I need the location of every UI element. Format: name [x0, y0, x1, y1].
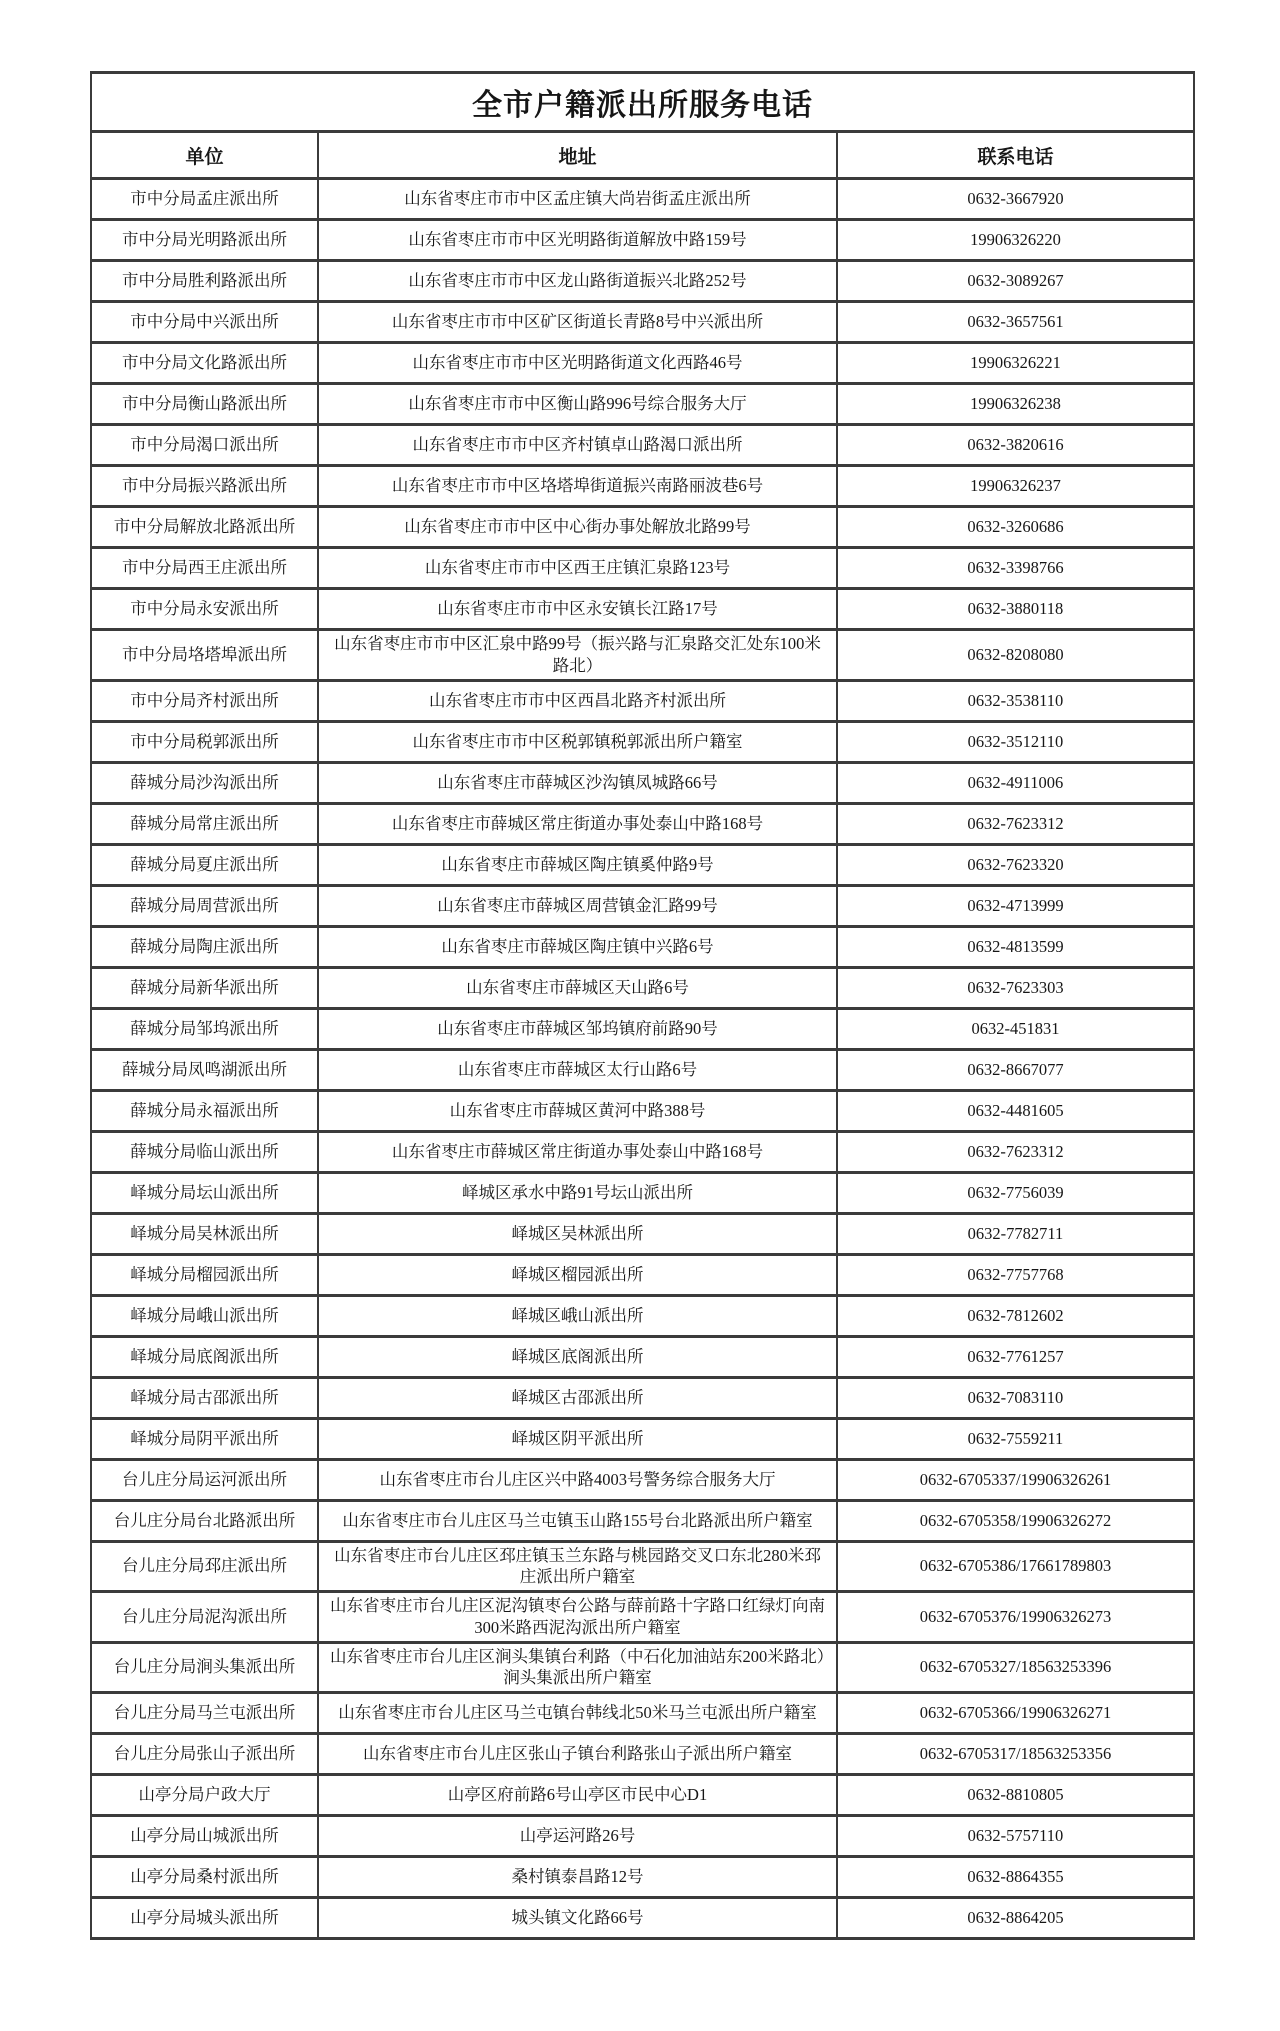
phone-cell: 19906326221: [837, 343, 1194, 384]
unit-cell: 薛城分局夏庄派出所: [91, 844, 318, 885]
unit-cell: 市中分局振兴路派出所: [91, 466, 318, 507]
address-cell: 山东省枣庄市市中区齐村镇卓山路渴口派出所: [318, 425, 837, 466]
unit-cell: 峄城分局古邵派出所: [91, 1377, 318, 1418]
phone-cell: 0632-6705337/19906326261: [837, 1459, 1194, 1500]
unit-cell: 市中分局中兴派出所: [91, 302, 318, 343]
address-cell: 山东省枣庄市薛城区邹坞镇府前路90号: [318, 1008, 837, 1049]
address-cell: 山东省枣庄市市中区孟庄镇大尚岩街孟庄派出所: [318, 179, 837, 220]
table-row: [91, 1090, 1194, 1131]
address-cell: 峄城区峨山派出所: [318, 1295, 837, 1336]
address-cell: 山东省枣庄市薛城区陶庄镇中兴路6号: [318, 926, 837, 967]
address-cell: 山东省枣庄市市中区永安镇长江路17号: [318, 589, 837, 630]
unit-cell: 薛城分局永福派出所: [91, 1090, 318, 1131]
address-cell: 山东省枣庄市台儿庄区泥沟镇枣台公路与薛前路十字路口红绿灯向南300米路西泥沟派出所户籍室: [318, 1592, 837, 1643]
unit-cell: 峄城分局坛山派出所: [91, 1172, 318, 1213]
phone-cell: 0632-7559211: [837, 1418, 1194, 1459]
table-row: [91, 507, 1194, 548]
phone-cell: 19906326238: [837, 384, 1194, 425]
unit-cell: 台儿庄分局运河派出所: [91, 1459, 318, 1500]
unit-cell: 市中分局光明路派出所: [91, 220, 318, 261]
phone-cell: 0632-6705327/18563253396: [837, 1642, 1194, 1693]
address-cell: 峄城区底阁派出所: [318, 1336, 837, 1377]
table-row: [91, 1131, 1194, 1172]
table-body: [91, 179, 1194, 1939]
table-row: [91, 1418, 1194, 1459]
unit-cell: 薛城分局周营派出所: [91, 885, 318, 926]
title-row: [91, 73, 1194, 132]
phone-cell: 0632-8810805: [837, 1775, 1194, 1816]
unit-cell: 台儿庄分局台北路派出所: [91, 1500, 318, 1541]
unit-cell: 薛城分局沙沟派出所: [91, 762, 318, 803]
address-cell: 山东省枣庄市台儿庄区马兰屯镇台韩线北50米马兰屯派出所户籍室: [318, 1693, 837, 1734]
table-row: [91, 466, 1194, 507]
table-row: [91, 384, 1194, 425]
table-row: [91, 1816, 1194, 1857]
address-cell: 山东省枣庄市薛城区常庄街道办事处泰山中路168号: [318, 1131, 837, 1172]
unit-cell: 峄城分局吴林派出所: [91, 1213, 318, 1254]
table-row: [91, 630, 1194, 681]
unit-cell: 峄城分局峨山派出所: [91, 1295, 318, 1336]
address-cell: 山东省枣庄市台儿庄区邳庄镇玉兰东路与桃园路交叉口东北280米邳庄派出所户籍室: [318, 1541, 837, 1592]
table-row: [91, 179, 1194, 220]
table-row: [91, 1734, 1194, 1775]
address-cell: 山东省枣庄市市中区衡山路996号综合服务大厅: [318, 384, 837, 425]
table-row: [91, 261, 1194, 302]
table-row: [91, 1693, 1194, 1734]
phone-cell: 0632-8864355: [837, 1857, 1194, 1898]
table-row: [91, 1459, 1194, 1500]
address-cell: 山东省枣庄市薛城区天山路6号: [318, 967, 837, 1008]
table-row: [91, 425, 1194, 466]
table-row: [91, 1172, 1194, 1213]
address-cell: 山东省枣庄市薛城区常庄街道办事处泰山中路168号: [318, 803, 837, 844]
phone-cell: 0632-7623312: [837, 1131, 1194, 1172]
column-header-address: 地址: [318, 132, 837, 179]
page-title: 全市户籍派出所服务电话: [91, 73, 1194, 132]
phone-cell: 0632-8667077: [837, 1049, 1194, 1090]
phone-cell: 0632-4713999: [837, 885, 1194, 926]
address-cell: 峄城区承水中路91号坛山派出所: [318, 1172, 837, 1213]
address-cell: 山东省枣庄市市中区西昌北路齐村派出所: [318, 680, 837, 721]
phone-cell: 0632-3657561: [837, 302, 1194, 343]
address-cell: 山东省枣庄市市中区光明路街道文化西路46号: [318, 343, 837, 384]
table-row: [91, 885, 1194, 926]
unit-cell: 市中分局衡山路派出所: [91, 384, 318, 425]
phone-directory-table: [90, 71, 1195, 1940]
address-cell: 山东省枣庄市薛城区太行山路6号: [318, 1049, 837, 1090]
table-row: [91, 1295, 1194, 1336]
table-row: [91, 1775, 1194, 1816]
table-row: [91, 1213, 1194, 1254]
table-row: [91, 220, 1194, 261]
unit-cell: 台儿庄分局邳庄派出所: [91, 1541, 318, 1592]
table-row: [91, 1500, 1194, 1541]
header-row: [91, 132, 1194, 179]
phone-cell: 0632-6705358/19906326272: [837, 1500, 1194, 1541]
address-cell: 桑村镇泰昌路12号: [318, 1857, 837, 1898]
phone-cell: 0632-4911006: [837, 762, 1194, 803]
phone-cell: 19906326237: [837, 466, 1194, 507]
phone-cell: 0632-451831: [837, 1008, 1194, 1049]
table-row: [91, 1642, 1194, 1693]
unit-cell: 山亭分局山城派出所: [91, 1816, 318, 1857]
address-cell: 峄城区吴林派出所: [318, 1213, 837, 1254]
address-cell: 山东省枣庄市台儿庄区兴中路4003号警务综合服务大厅: [318, 1459, 837, 1500]
table-row: [91, 548, 1194, 589]
phone-cell: 0632-6705317/18563253356: [837, 1734, 1194, 1775]
address-cell: 山亭区府前路6号山亭区市民中心D1: [318, 1775, 837, 1816]
unit-cell: 市中分局文化路派出所: [91, 343, 318, 384]
unit-cell: 薛城分局邹坞派出所: [91, 1008, 318, 1049]
table-row: [91, 1898, 1194, 1939]
unit-cell: 山亭分局城头派出所: [91, 1898, 318, 1939]
table-row: [91, 1254, 1194, 1295]
table-row: [91, 1857, 1194, 1898]
table-row: [91, 1336, 1194, 1377]
address-cell: 峄城区阴平派出所: [318, 1418, 837, 1459]
unit-cell: 峄城分局阴平派出所: [91, 1418, 318, 1459]
unit-cell: 市中分局永安派出所: [91, 589, 318, 630]
table-row: [91, 762, 1194, 803]
unit-cell: 台儿庄分局马兰屯派出所: [91, 1693, 318, 1734]
phone-cell: 0632-7782711: [837, 1213, 1194, 1254]
address-cell: 山东省枣庄市市中区龙山路街道振兴北路252号: [318, 261, 837, 302]
unit-cell: 薛城分局新华派出所: [91, 967, 318, 1008]
table-row: [91, 343, 1194, 384]
unit-cell: 山亭分局桑村派出所: [91, 1857, 318, 1898]
phone-cell: 0632-6705376/19906326273: [837, 1592, 1194, 1643]
phone-cell: 0632-7083110: [837, 1377, 1194, 1418]
table-row: [91, 680, 1194, 721]
address-cell: 山东省枣庄市台儿庄区涧头集镇台利路（中石化加油站东200米路北）涧头集派出所户籍室: [318, 1642, 837, 1693]
phone-cell: 0632-4813599: [837, 926, 1194, 967]
phone-cell: 0632-7623303: [837, 967, 1194, 1008]
table-row: [91, 1541, 1194, 1592]
address-cell: 山亭运河路26号: [318, 1816, 837, 1857]
address-cell: 山东省枣庄市市中区汇泉中路99号（振兴路与汇泉路交汇处东100米路北）: [318, 630, 837, 681]
unit-cell: 峄城分局榴园派出所: [91, 1254, 318, 1295]
phone-cell: 0632-6705366/19906326271: [837, 1693, 1194, 1734]
table-row: [91, 926, 1194, 967]
unit-cell: 市中分局齐村派出所: [91, 680, 318, 721]
phone-cell: 0632-3820616: [837, 425, 1194, 466]
unit-cell: 峄城分局底阁派出所: [91, 1336, 318, 1377]
address-cell: 山东省枣庄市薛城区周营镇金汇路99号: [318, 885, 837, 926]
unit-cell: 薛城分局常庄派出所: [91, 803, 318, 844]
phone-cell: 0632-3512110: [837, 721, 1194, 762]
unit-cell: 市中分局胜利路派出所: [91, 261, 318, 302]
phone-cell: 0632-7812602: [837, 1295, 1194, 1336]
table-row: [91, 721, 1194, 762]
table-row: [91, 1049, 1194, 1090]
phone-cell: 0632-3089267: [837, 261, 1194, 302]
unit-cell: 薛城分局临山派出所: [91, 1131, 318, 1172]
address-cell: 山东省枣庄市市中区中心街办事处解放北路99号: [318, 507, 837, 548]
unit-cell: 山亭分局户政大厅: [91, 1775, 318, 1816]
address-cell: 城头镇文化路66号: [318, 1898, 837, 1939]
table-row: [91, 1592, 1194, 1643]
address-cell: 山东省枣庄市市中区矿区街道长青路8号中兴派出所: [318, 302, 837, 343]
phone-cell: 0632-7757768: [837, 1254, 1194, 1295]
address-cell: 山东省枣庄市市中区西王庄镇汇泉路123号: [318, 548, 837, 589]
unit-cell: 台儿庄分局泥沟派出所: [91, 1592, 318, 1643]
phone-cell: 0632-3880118: [837, 589, 1194, 630]
address-cell: 山东省枣庄市市中区垎塔埠街道振兴南路丽波巷6号: [318, 466, 837, 507]
unit-cell: 台儿庄分局涧头集派出所: [91, 1642, 318, 1693]
phone-cell: 0632-8208080: [837, 630, 1194, 681]
unit-cell: 薛城分局陶庄派出所: [91, 926, 318, 967]
phone-cell: 0632-7756039: [837, 1172, 1194, 1213]
unit-cell: 市中分局税郭派出所: [91, 721, 318, 762]
table-row: [91, 302, 1194, 343]
table-row: [91, 803, 1194, 844]
unit-cell: 薛城分局凤鸣湖派出所: [91, 1049, 318, 1090]
phone-cell: 0632-3667920: [837, 179, 1194, 220]
phone-cell: 0632-3260686: [837, 507, 1194, 548]
unit-cell: 市中分局解放北路派出所: [91, 507, 318, 548]
table-row: [91, 589, 1194, 630]
address-cell: 山东省枣庄市台儿庄区张山子镇台利路张山子派出所户籍室: [318, 1734, 837, 1775]
address-cell: 峄城区榴园派出所: [318, 1254, 837, 1295]
address-cell: 山东省枣庄市市中区光明路街道解放中路159号: [318, 220, 837, 261]
phone-cell: 0632-7623312: [837, 803, 1194, 844]
address-cell: 峄城区古邵派出所: [318, 1377, 837, 1418]
phone-cell: 0632-8864205: [837, 1898, 1194, 1939]
table-row: [91, 1008, 1194, 1049]
address-cell: 山东省枣庄市市中区税郭镇税郭派出所户籍室: [318, 721, 837, 762]
address-cell: 山东省枣庄市薛城区黄河中路388号: [318, 1090, 837, 1131]
phone-cell: 0632-7623320: [837, 844, 1194, 885]
column-header-unit: 单位: [91, 132, 318, 179]
table-row: [91, 967, 1194, 1008]
unit-cell: 市中分局西王庄派出所: [91, 548, 318, 589]
table-row: [91, 844, 1194, 885]
phone-cell: 0632-3398766: [837, 548, 1194, 589]
table-row: [91, 1377, 1194, 1418]
unit-cell: 台儿庄分局张山子派出所: [91, 1734, 318, 1775]
phone-cell: 19906326220: [837, 220, 1194, 261]
document-sheet: [90, 71, 1193, 1940]
phone-cell: 0632-7761257: [837, 1336, 1194, 1377]
phone-cell: 0632-3538110: [837, 680, 1194, 721]
phone-cell: 0632-6705386/17661789803: [837, 1541, 1194, 1592]
address-cell: 山东省枣庄市薛城区陶庄镇奚仲路9号: [318, 844, 837, 885]
phone-cell: 0632-4481605: [837, 1090, 1194, 1131]
column-header-phone: 联系电话: [837, 132, 1194, 179]
phone-cell: 0632-5757110: [837, 1816, 1194, 1857]
unit-cell: 市中分局孟庄派出所: [91, 179, 318, 220]
address-cell: 山东省枣庄市台儿庄区马兰屯镇玉山路155号台北路派出所户籍室: [318, 1500, 837, 1541]
unit-cell: 市中分局垎塔埠派出所: [91, 630, 318, 681]
address-cell: 山东省枣庄市薛城区沙沟镇凤城路66号: [318, 762, 837, 803]
unit-cell: 市中分局渴口派出所: [91, 425, 318, 466]
